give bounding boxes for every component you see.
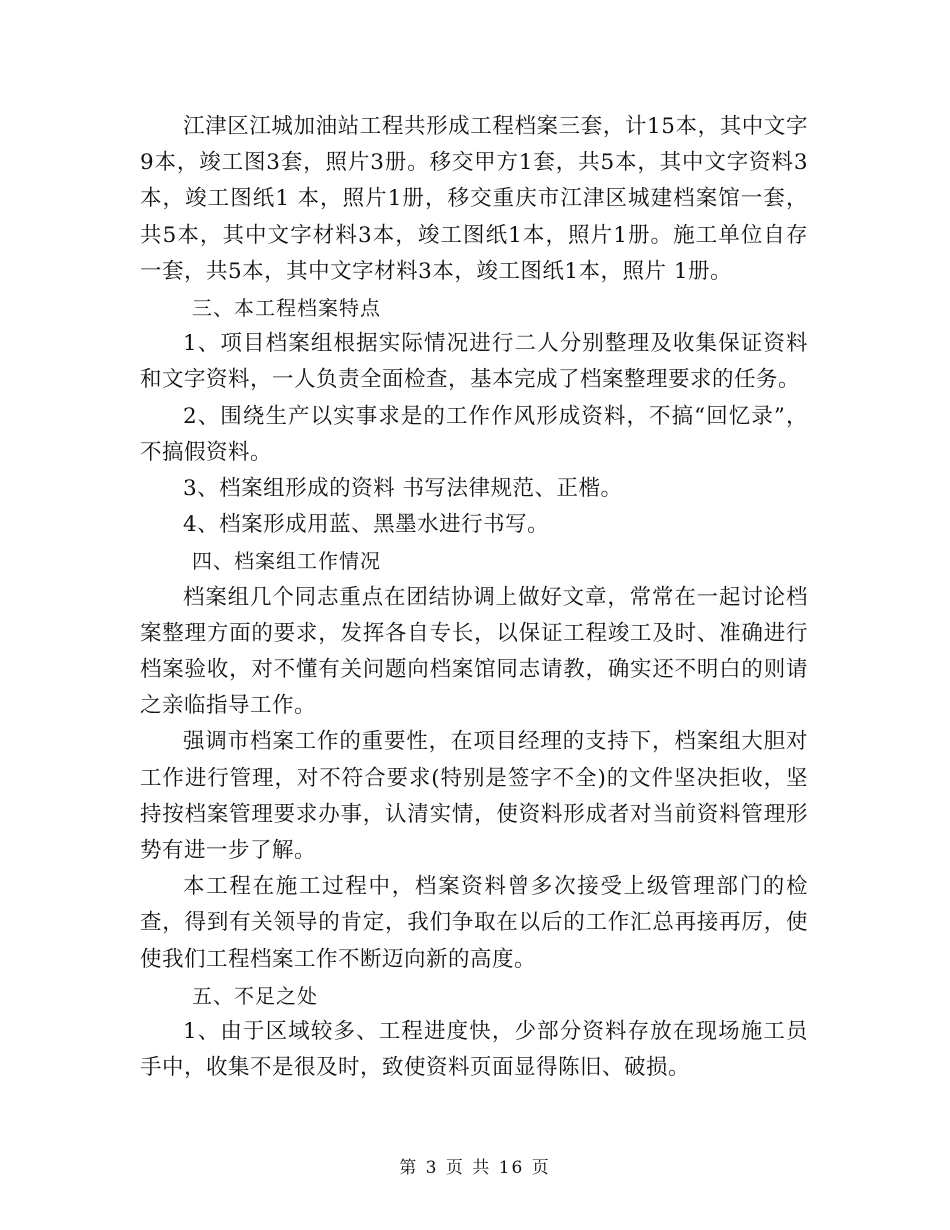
paragraph-feature-2: 2、围绕生产以实事求是的工作作风形成资料，不搞“回忆录”，不搞假资料。 [140, 403, 808, 465]
paragraph-feature-3: 3、档案组形成的资料 书写法律规范、正楷。 [183, 476, 623, 502]
paragraph-team-work-1: 档案组几个同志重点在团结协调上做好文章，常常在一起讨论档案整理方面的要求，发挥各自专长，以保证工程竣工及时、准确进行档案验收，对不懂有关问题向档案馆同志请教，确实还不明白的则请之亲临指导工作。 [140, 584, 808, 719]
paragraph-team-work-3: 本工程在施工过程中，档案资料曾多次接受上级管理部门的检查，得到有关领导的肯定，我们争取在以后的工作汇总再接再厉，使使我们工程档案工作不断迈向新的高度。 [140, 874, 808, 972]
document-body [140, 109, 808, 1086]
section-heading-archive-features: 三、本工程档案特点 [192, 296, 381, 321]
paragraph-team-work-2: 强调市档案工作的重要性，在项目经理的支持下，档案组大胆对工作进行管理，对不符合要求(特别是签字不全)的文件坚决拒收，坚持按档案管理要求办事，认清实情，使资料形成者对当前资料管理形势有进一步了解。 [140, 729, 808, 864]
page-number-footer: 第 3 页 共 16 页 [399, 1158, 551, 1178]
paragraph-feature-1: 1、项目档案组根据实际情况进行二人分别整理及收集保证资料和文字资料，一人负责全面检查，基本完成了档案整理要求的任务。 [140, 331, 808, 393]
paragraph-shortcoming-1: 1、由于区域较多、工程进度快，少部分资料存放在现场施工员手中，收集不是很及时，致使资料页面显得陈旧、破损。 [140, 1019, 808, 1081]
section-heading-shortcomings: 五、不足之处 [192, 983, 318, 1008]
section-heading-team-work: 四、档案组工作情况 [192, 549, 381, 574]
paragraph-feature-4: 4、档案形成用蓝、黑墨水进行书写。 [183, 512, 550, 538]
paragraph-archive-summary: 江津区江城加油站工程共形成工程档案三套，计15本，其中文字9本，竣工图3套，照片3册。移交甲方1套，共5本，其中文字资料3本，竣工图纸1 本，照片1册，移交重庆市江津区城建档案馆一套，共5本，其中文字材料3本，竣工图纸1本，照片1册。施工单位自存一套，共5本，其中文字材料3本，竣工图纸1本，照片 1册。 [140, 114, 808, 284]
